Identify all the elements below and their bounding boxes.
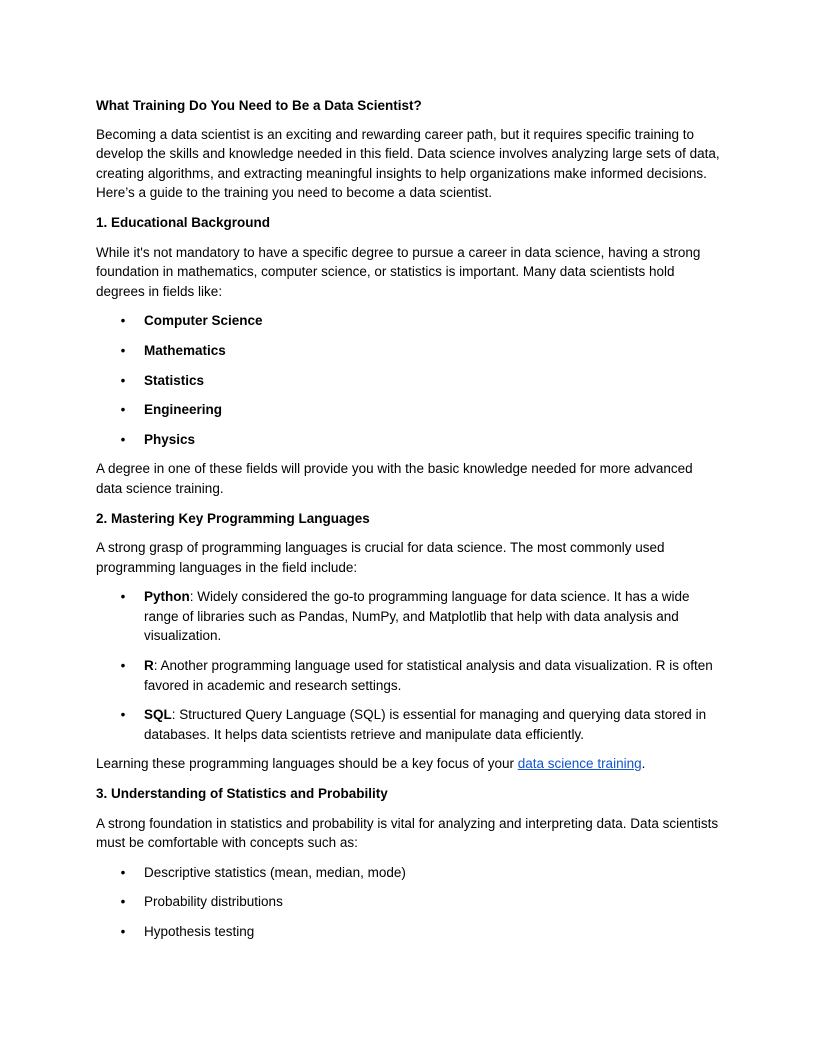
section1-paragraph: While it's not mandatory to have a specific degree to pursue a career in data science, having a strong foundation in mathematics, computer science, or statistics is important. Many data scientists hold degrees in fields like:	[96, 244, 701, 299]
data-science-training-link[interactable]: data science training	[517, 756, 642, 772]
section-heading-educational-background: 1. Educational Background	[96, 214, 271, 230]
bullet-icon: •	[120, 864, 126, 880]
programming-languages-list	[96, 587, 720, 744]
bullet-icon: •	[120, 342, 126, 358]
bullet-icon: •	[120, 894, 126, 910]
list-item	[96, 656, 720, 695]
bullet-icon: •	[120, 431, 126, 447]
list-item	[96, 587, 720, 646]
list-item	[96, 705, 720, 744]
list-item: • Descriptive statistics (mean, median, mode)	[96, 863, 720, 883]
statistics-concepts-list	[96, 863, 720, 942]
bullet-icon: •	[120, 402, 126, 418]
list-item: • Mathematics	[96, 341, 720, 361]
language-description: : Widely considered the go-to programming language for data science. It has a wide range of libraries such as Pandas, NumPy, and Matplotlib that help with data analysis and visualization.	[144, 589, 690, 644]
language-term: Python	[144, 589, 190, 605]
section2-after-paragraph: Learning these programming languages should be a key focus of your data science training.	[96, 756, 646, 772]
bullet-icon: •	[120, 589, 126, 605]
section2-paragraph: A strong grasp of programming languages is crucial for data science. The most commonly used programming languages in the field include:	[96, 540, 665, 575]
language-term: R	[144, 658, 154, 674]
bullet-icon: •	[120, 707, 126, 723]
section-heading-statistics-probability: 3. Understanding of Statistics and Probability	[96, 786, 388, 802]
list-item: • Physics	[96, 430, 720, 450]
section-heading-programming-languages: 2. Mastering Key Programming Languages	[96, 510, 370, 526]
section3-paragraph: A strong foundation in statistics and probability is vital for analyzing and interpreting data. Data scientists must be comfortable with concepts such as:	[96, 815, 719, 851]
bullet-icon: •	[120, 372, 126, 388]
list-item: • Hypothesis testing	[96, 922, 720, 942]
list-item: • Computer Science	[96, 311, 720, 331]
list-item: • Probability distributions	[96, 892, 720, 912]
language-term: SQL	[144, 707, 172, 723]
degree-fields-list	[96, 311, 720, 449]
bullet-icon: •	[120, 658, 126, 674]
language-description: : Another programming language used for statistical analysis and data visualization. R is often favored in academic and research settings.	[144, 658, 713, 693]
document-title: What Training Do You Need to Be a Data Scientist?	[96, 98, 422, 113]
list-item: • Statistics	[96, 371, 720, 391]
section1-after-paragraph: A degree in one of these fields will provide you with the basic knowledge needed for more advanced data science training.	[96, 461, 693, 496]
list-item: • Engineering	[96, 400, 720, 420]
language-description: : Structured Query Language (SQL) is essential for managing and querying data stored in databases. It helps data scientists retrieve and manipulate data efficiently.	[144, 707, 707, 742]
bullet-icon: •	[120, 924, 126, 939]
bullet-icon: •	[120, 313, 126, 329]
intro-paragraph: Becoming a data scientist is an exciting and rewarding career path, but it requires specific training to develop the skills and knowledge needed in this field. Data science involves analyzing large sets of data, creating algorithms, and extracting meaningful insights to help organizations make informed decisions. Here’s a guide to the training you need to become a data scientist.	[96, 126, 720, 201]
